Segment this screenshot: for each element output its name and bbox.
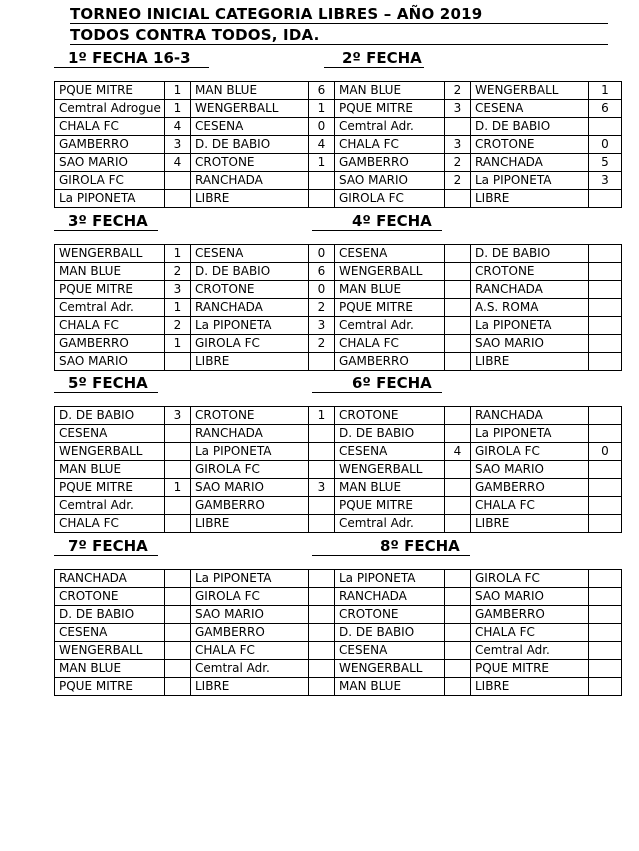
team-cell: PQUE MITRE [471,660,589,678]
team-cell: RANCHADA [191,299,309,317]
team-cell: CROTONE [471,136,589,154]
team-cell: LIBRE [471,515,589,533]
score-cell [445,497,471,515]
team-cell: LIBRE [471,190,589,208]
score-cell [589,660,622,678]
team-cell: La PIPONETA [191,570,309,588]
score-cell [589,642,622,660]
score-cell [309,172,335,190]
score-cell [589,678,622,696]
score-cell: 1 [165,245,191,263]
team-cell: LIBRE [191,353,309,371]
table-row [55,172,622,190]
table-row [55,281,622,299]
team-cell: MAN BLUE [335,82,445,100]
team-cell: Cemtral Adr. [55,299,165,317]
score-cell [309,588,335,606]
score-cell [445,245,471,263]
table-row [55,606,622,624]
score-cell [445,570,471,588]
fecha-heading-right: 4º FECHA [352,212,432,230]
team-cell: MAN BLUE [335,479,445,497]
score-cell: 2 [165,317,191,335]
score-cell [165,588,191,606]
table-row [55,642,622,660]
score-cell [445,678,471,696]
team-cell: GIROLA FC [191,335,309,353]
score-cell: 3 [165,136,191,154]
fecha-heading-left: 7º FECHA [68,537,148,555]
team-cell: SAO MARIO [55,353,165,371]
table-row [55,154,622,172]
score-cell: 0 [589,443,622,461]
document-subtitle: TODOS CONTRA TODOS, IDA. [70,26,608,45]
team-cell: GAMBERRO [471,479,589,497]
team-cell: RANCHADA [191,172,309,190]
score-cell [165,443,191,461]
score-cell [309,443,335,461]
table-row [55,479,622,497]
score-cell [589,497,622,515]
score-cell [445,642,471,660]
team-cell: GAMBERRO [191,624,309,642]
team-cell: GAMBERRO [55,136,165,154]
table-row [55,570,622,588]
team-cell: Cemtral Adr. [335,515,445,533]
fecha-heading-right: 2º FECHA [342,49,422,67]
score-cell [165,624,191,642]
score-cell: 2 [309,299,335,317]
table-row [55,317,622,335]
table-row [55,515,622,533]
team-cell: La PIPONETA [335,570,445,588]
score-cell [445,479,471,497]
score-cell [309,497,335,515]
score-cell [445,190,471,208]
team-cell: MAN BLUE [335,281,445,299]
team-cell: WENGERBALL [191,100,309,118]
score-cell [589,461,622,479]
score-cell [589,624,622,642]
score-cell [589,479,622,497]
team-cell: RANCHADA [471,407,589,425]
table-row [55,407,622,425]
score-cell: 3 [445,100,471,118]
team-cell: CROTONE [191,407,309,425]
team-cell: WENGERBALL [335,660,445,678]
score-cell: 0 [309,281,335,299]
team-cell: GIROLA FC [335,190,445,208]
team-cell: SAO MARIO [191,479,309,497]
score-cell: 1 [165,100,191,118]
fecha-heading-right: 8º FECHA [380,537,460,555]
team-cell: CESENA [335,245,445,263]
team-cell: D. DE BABIO [55,606,165,624]
team-cell: CESENA [335,642,445,660]
score-cell: 2 [165,263,191,281]
score-cell: 3 [309,479,335,497]
score-cell [309,190,335,208]
team-cell: CESENA [471,100,589,118]
team-cell: Cemtral Adr. [471,642,589,660]
score-cell: 1 [165,82,191,100]
team-cell: PQUE MITRE [55,281,165,299]
team-cell: CROTONE [335,407,445,425]
score-cell [589,281,622,299]
score-cell [589,353,622,371]
table-row [55,425,622,443]
score-cell: 2 [445,172,471,190]
team-cell: WENGERBALL [335,263,445,281]
score-cell [165,642,191,660]
score-cell [589,570,622,588]
score-cell [445,425,471,443]
team-cell: RANCHADA [191,425,309,443]
team-cell: GIROLA FC [191,461,309,479]
team-cell: PQUE MITRE [55,82,165,100]
team-cell: PQUE MITRE [55,678,165,696]
team-cell: Cemtral Adr. [335,317,445,335]
team-cell: CROTONE [55,588,165,606]
score-cell [165,606,191,624]
score-cell [589,407,622,425]
team-cell: LIBRE [191,678,309,696]
team-cell: D. DE BABIO [335,425,445,443]
team-cell: La PIPONETA [471,425,589,443]
team-cell: MAN BLUE [335,678,445,696]
score-cell [309,461,335,479]
team-cell: D. DE BABIO [191,263,309,281]
team-cell: GIROLA FC [471,570,589,588]
score-cell [445,335,471,353]
team-cell: CHALA FC [55,515,165,533]
table-row [55,263,622,281]
score-cell: 1 [165,335,191,353]
team-cell: SAO MARIO [471,335,589,353]
team-cell: PQUE MITRE [335,299,445,317]
team-cell: CROTONE [335,606,445,624]
team-cell: WENGERBALL [55,245,165,263]
team-cell: RANCHADA [471,281,589,299]
score-cell: 1 [309,100,335,118]
score-cell [165,570,191,588]
team-cell: RANCHADA [335,588,445,606]
score-cell [589,588,622,606]
team-cell: SAO MARIO [335,172,445,190]
team-cell: LIBRE [471,678,589,696]
score-cell [589,245,622,263]
score-cell [309,660,335,678]
fixture-table-1 [54,81,622,208]
team-cell: WENGERBALL [335,461,445,479]
score-cell [589,263,622,281]
table-row [55,190,622,208]
team-cell: CESENA [191,245,309,263]
score-cell [445,461,471,479]
fixture-table-3 [54,406,622,533]
score-cell [309,515,335,533]
table-row [55,100,622,118]
team-cell: La PIPONETA [471,172,589,190]
team-cell: GAMBERRO [335,353,445,371]
score-cell: 1 [309,407,335,425]
score-cell: 3 [589,172,622,190]
team-cell: PQUE MITRE [335,497,445,515]
score-cell [445,299,471,317]
team-cell: LIBRE [191,515,309,533]
score-cell: 2 [445,82,471,100]
score-cell: 1 [589,82,622,100]
score-cell: 1 [165,479,191,497]
score-cell [165,678,191,696]
score-cell [309,624,335,642]
team-cell: CHALA FC [55,118,165,136]
team-cell: GAMBERRO [191,497,309,515]
score-cell: 2 [309,335,335,353]
team-cell: Cemtral Adr. [55,497,165,515]
team-cell: PQUE MITRE [55,479,165,497]
score-cell: 3 [165,407,191,425]
score-cell [165,461,191,479]
team-cell: D. DE BABIO [191,136,309,154]
fixture-table-4 [54,569,622,696]
score-cell [445,263,471,281]
score-cell [589,118,622,136]
team-cell: La PIPONETA [191,443,309,461]
team-cell: GIROLA FC [191,588,309,606]
team-cell: WENGERBALL [55,443,165,461]
team-cell: GAMBERRO [55,335,165,353]
table-row [55,118,622,136]
score-cell [165,353,191,371]
score-cell [445,515,471,533]
table-row [55,245,622,263]
team-cell: D. DE BABIO [55,407,165,425]
team-cell: RANCHADA [471,154,589,172]
score-cell [309,678,335,696]
score-cell: 2 [445,154,471,172]
score-cell [309,642,335,660]
team-cell: CHALA FC [191,642,309,660]
score-cell [445,118,471,136]
team-cell: Cemtral Adr. [335,118,445,136]
team-cell: La PIPONETA [471,317,589,335]
score-cell [589,335,622,353]
fecha-heading-left: 3º FECHA [68,212,148,230]
table-row [55,588,622,606]
score-cell [589,425,622,443]
table-row [55,443,622,461]
fecha-headings-1 [54,49,614,67]
team-cell: CHALA FC [471,497,589,515]
team-cell: CESENA [335,443,445,461]
team-cell: SAO MARIO [471,461,589,479]
team-cell: CROTONE [191,281,309,299]
score-cell: 0 [309,118,335,136]
team-cell: CESENA [55,425,165,443]
score-cell [309,425,335,443]
team-cell: MAN BLUE [191,82,309,100]
score-cell [165,172,191,190]
fixture-table-2 [54,244,622,371]
fecha-heading-right: 6º FECHA [352,374,432,392]
team-cell: D. DE BABIO [471,245,589,263]
team-cell: GIROLA FC [55,172,165,190]
fecha-heading-left: 1º FECHA 16-3 [68,49,191,67]
score-cell [165,515,191,533]
score-cell: 4 [309,136,335,154]
team-cell: MAN BLUE [55,461,165,479]
score-cell [589,515,622,533]
score-cell: 1 [165,299,191,317]
score-cell [165,660,191,678]
team-cell: La PIPONETA [55,190,165,208]
team-cell: CROTONE [191,154,309,172]
score-cell [165,190,191,208]
team-cell: SAO MARIO [191,606,309,624]
table-row [55,624,622,642]
team-cell: CROTONE [471,263,589,281]
team-cell: D. DE BABIO [471,118,589,136]
score-cell: 4 [165,118,191,136]
table-row [55,461,622,479]
team-cell: CHALA FC [335,136,445,154]
fecha-headings-3 [54,374,614,392]
score-cell [445,660,471,678]
score-cell [589,190,622,208]
team-cell: CHALA FC [471,624,589,642]
team-cell: SAO MARIO [55,154,165,172]
score-cell: 4 [165,154,191,172]
score-cell: 3 [309,317,335,335]
score-cell [309,570,335,588]
score-cell: 3 [165,281,191,299]
score-cell [445,317,471,335]
fecha-heading-left: 5º FECHA [68,374,148,392]
score-cell [445,281,471,299]
team-cell: SAO MARIO [471,588,589,606]
table-row [55,497,622,515]
score-cell [589,606,622,624]
table-row [55,353,622,371]
score-cell: 0 [589,136,622,154]
score-cell [445,353,471,371]
team-cell: RANCHADA [55,570,165,588]
score-cell: 6 [589,100,622,118]
score-cell: 6 [309,263,335,281]
table-row [55,678,622,696]
score-cell: 4 [445,443,471,461]
table-row [55,335,622,353]
team-cell: La PIPONETA [191,317,309,335]
score-cell [445,588,471,606]
score-cell [445,624,471,642]
score-cell [445,606,471,624]
team-cell: GAMBERRO [335,154,445,172]
score-cell: 0 [309,245,335,263]
score-cell [445,407,471,425]
fecha-headings-2 [54,212,614,230]
score-cell [309,353,335,371]
team-cell: MAN BLUE [55,660,165,678]
team-cell: GAMBERRO [471,606,589,624]
score-cell: 3 [445,136,471,154]
score-cell: 5 [589,154,622,172]
team-cell: CHALA FC [335,335,445,353]
team-cell: Cemtral Adr. [191,660,309,678]
table-row [55,136,622,154]
team-cell: CHALA FC [55,317,165,335]
team-cell: LIBRE [191,190,309,208]
team-cell: A.S. ROMA [471,299,589,317]
team-cell: WENGERBALL [55,642,165,660]
team-cell: LIBRE [471,353,589,371]
table-row [55,660,622,678]
score-cell [165,497,191,515]
team-cell: MAN BLUE [55,263,165,281]
team-cell: PQUE MITRE [335,100,445,118]
score-cell [589,299,622,317]
score-cell: 6 [309,82,335,100]
table-row [55,299,622,317]
score-cell [309,606,335,624]
team-cell: GIROLA FC [471,443,589,461]
score-cell: 1 [309,154,335,172]
score-cell [589,317,622,335]
team-cell: CESENA [55,624,165,642]
team-cell: Cemtral Adrogue [55,100,165,118]
document-title: TORNEO INICIAL CATEGORIA LIBRES – AÑO 2019 [70,5,608,24]
team-cell: D. DE BABIO [335,624,445,642]
fecha-headings-4 [54,537,614,555]
table-row [55,82,622,100]
team-cell: WENGERBALL [471,82,589,100]
score-cell [165,425,191,443]
team-cell: CESENA [191,118,309,136]
